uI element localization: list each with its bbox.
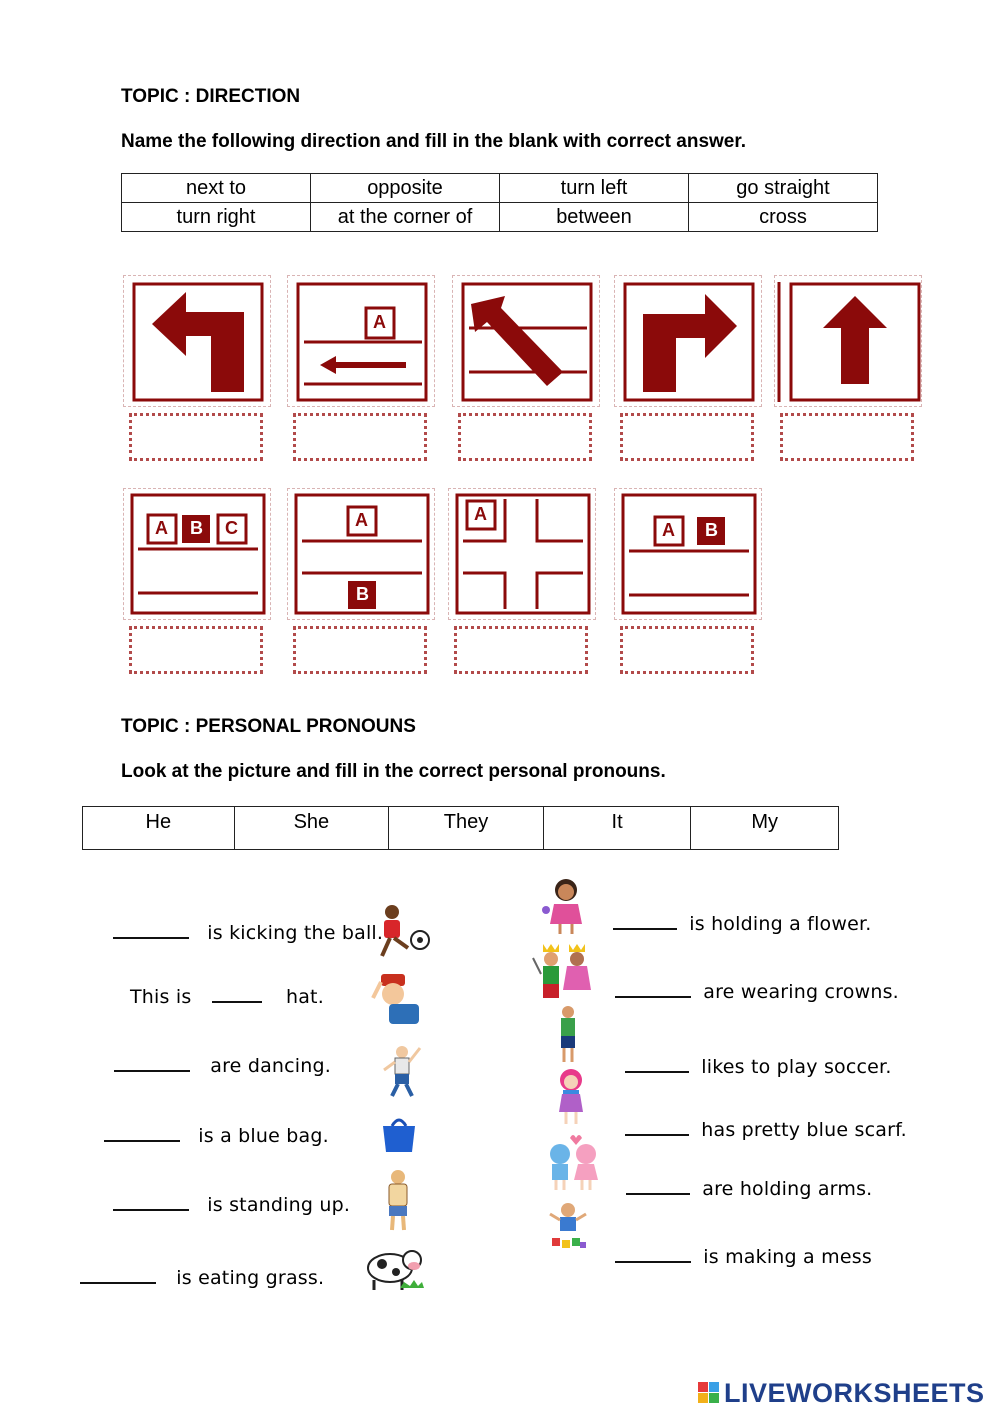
sign-letter-b: B [190,518,203,538]
sentence-right-2: are wearing crowns. [615,981,899,1003]
logo-square-icon [709,1382,719,1392]
boy-soccer-icon [556,1004,580,1064]
cow-icon [364,1242,426,1292]
sentence-left-6: is eating grass. [80,1267,324,1289]
between-sign [123,488,271,620]
word-they: They [389,807,544,850]
answer-box-1[interactable] [129,413,263,461]
answer-box-3[interactable] [458,413,592,461]
sentence-left-4: is a blue bag. [104,1125,329,1147]
word-turn-right: turn right [122,203,311,232]
answer-box-2[interactable] [293,413,427,461]
answer-blank[interactable] [114,1056,190,1072]
sentence-left-1: is kicking the ball. [113,922,383,944]
sentence-left-5: is standing up. [113,1194,350,1216]
answer-box-9[interactable] [620,626,754,674]
answer-blank[interactable] [113,1195,189,1211]
word-it: It [543,807,691,850]
answer-blank[interactable] [625,1120,689,1136]
word-next-to: next to [122,174,311,203]
sentence-right-5: are holding arms. [626,1178,872,1200]
turn-left-arrow-icon [152,292,244,392]
arrow-left-icon [320,356,406,374]
arrow-up-icon [823,296,887,384]
kids-wearing-crowns-icon [531,940,597,1002]
word-go-straight: go straight [689,174,878,203]
sign-letter-a: A [355,510,368,530]
answer-blank[interactable] [615,982,691,998]
answer-blank[interactable] [80,1268,156,1284]
sentence-right-3: likes to play soccer. [625,1056,892,1078]
logo-square-icon [709,1393,719,1403]
answer-box-4[interactable] [620,413,754,461]
blue-bag-icon [379,1114,419,1154]
direction-instruction: Name the following direction and fill in the blank with correct answer. [121,131,746,152]
answer-blank[interactable] [626,1179,690,1195]
sentence-right-6: is making a mess [615,1246,872,1268]
sign-letter-a: A [662,520,675,540]
go-straight-sign [774,275,922,407]
word-turn-left: turn left [500,174,689,203]
sign-letter-b: B [356,584,369,604]
turn-right-sign [614,275,762,407]
turn-left-sign [123,275,271,407]
answer-box-6[interactable] [129,626,263,674]
word-opposite: opposite [311,174,500,203]
standing-boy-icon [380,1168,416,1234]
direction-word-bank [121,173,878,232]
sign-letter-b: B [705,520,718,540]
answer-blank[interactable] [212,987,262,1003]
turn-right-arrow-icon [643,294,737,392]
logo-square-icon [698,1393,708,1403]
word-cross: cross [689,203,878,232]
word-my: My [691,807,839,850]
corner-sign [448,488,596,620]
opposite-sign [287,275,435,407]
word-at-the-corner-of: at the corner of [311,203,500,232]
kids-holding-arms-icon [544,1132,602,1192]
direction-topic: TOPIC : DIRECTION [121,86,301,107]
boy-making-mess-icon [548,1200,588,1250]
sentence-left-2: This is hat. [130,986,324,1008]
sign-letter-a: A [155,518,168,538]
sign-letter-a: A [474,504,487,524]
pronouns-topic: TOPIC : PERSONAL PRONOUNS [121,716,416,737]
brand-name: LIVEWORKSHEETS [724,1378,985,1408]
sentence-right-1: is holding a flower. [613,913,872,935]
answer-box-8[interactable] [454,626,588,674]
word-he: He [83,807,235,850]
answer-box-7[interactable] [293,626,427,674]
answer-blank[interactable] [113,923,189,939]
opposite-ab-sign [287,488,435,620]
dancer-icon [380,1044,424,1098]
boy-with-hat-icon [367,972,425,1026]
girl-blue-scarf-icon [554,1068,588,1126]
sign-letter-c: C [225,518,238,538]
next-to-sign [614,488,762,620]
word-between: between [500,203,689,232]
answer-blank[interactable] [615,1247,691,1263]
answer-blank[interactable] [625,1057,689,1073]
girl-holding-flower-icon [540,876,590,936]
sentence-right-4: has pretty blue scarf. [625,1119,907,1141]
sign-letter-a: A [373,312,386,332]
answer-blank[interactable] [104,1126,180,1142]
boy-kicking-ball-icon [372,902,432,962]
cross-sign [452,275,600,407]
answer-blank[interactable] [613,914,677,930]
answer-box-5[interactable] [780,413,914,461]
pronoun-word-bank [82,806,839,850]
sentence-left-3: are dancing. [114,1055,331,1077]
logo-square-icon [698,1382,708,1392]
word-she: She [234,807,389,850]
pronouns-instruction: Look at the picture and fill in the correct personal pronouns. [121,761,666,782]
